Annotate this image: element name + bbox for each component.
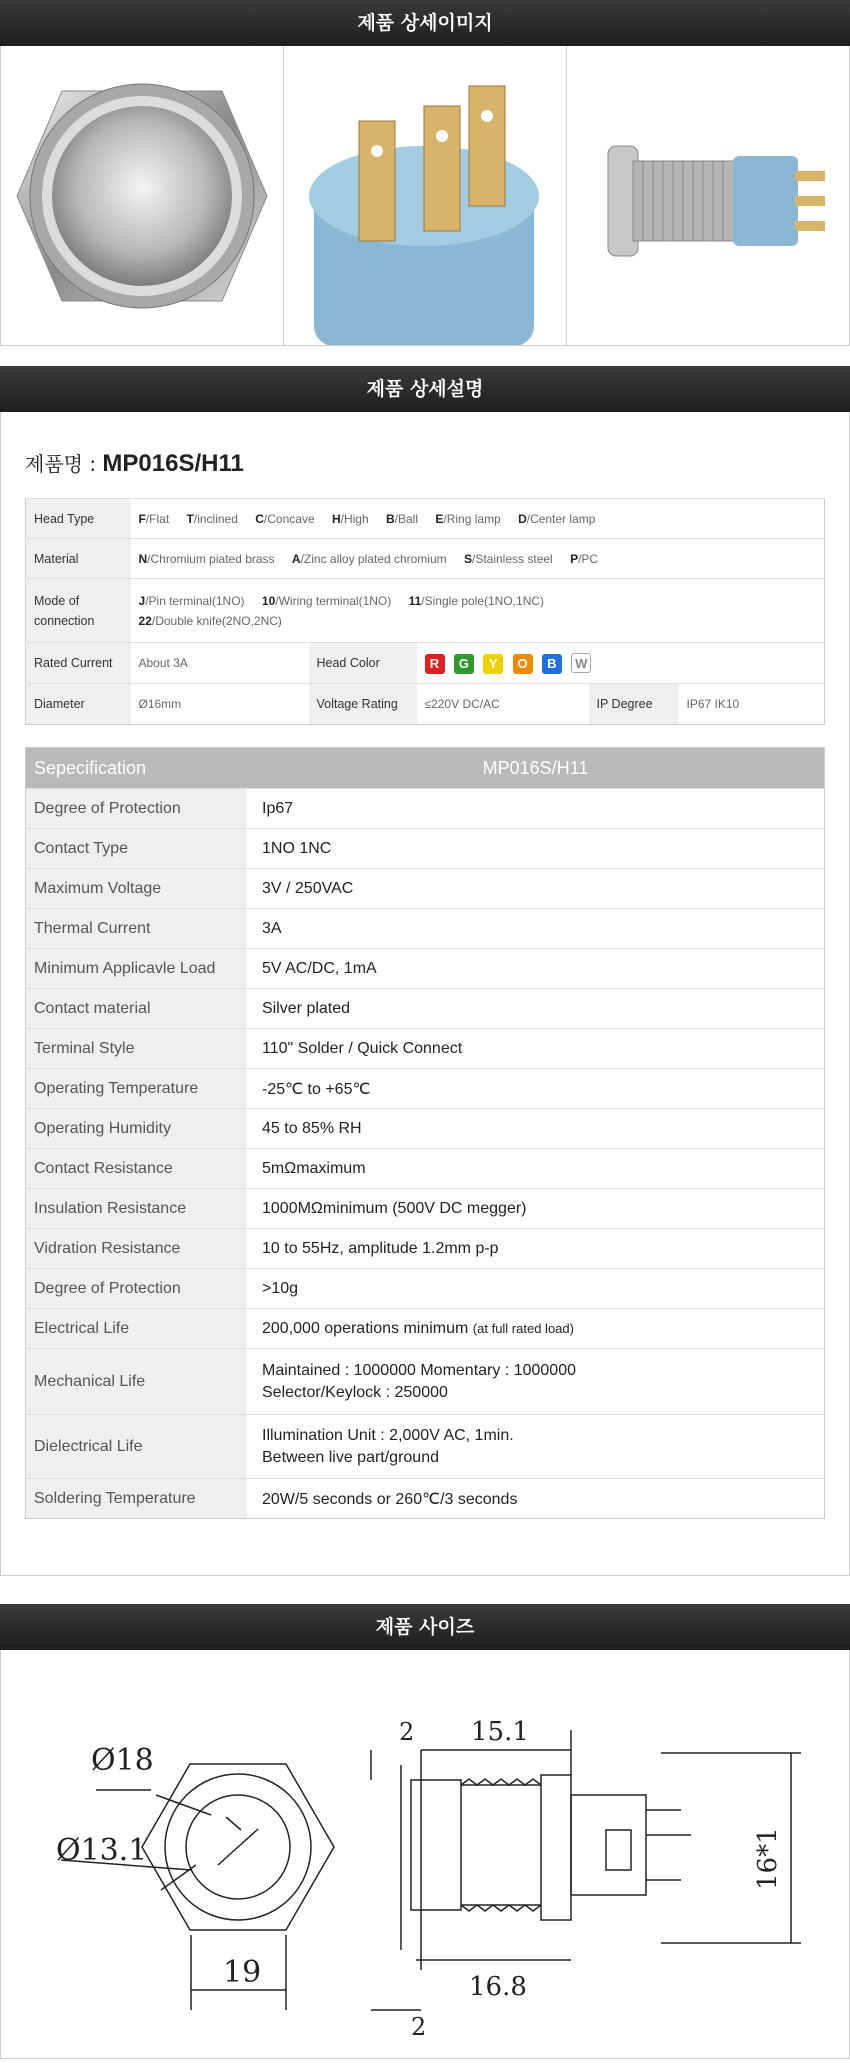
photo-side-view [567, 46, 849, 345]
spec-value: 5V AC/DC, 1mA [262, 959, 377, 977]
color-r-badge: R [425, 654, 445, 674]
connection-label: Mode of connection [26, 579, 131, 643]
spec-row [26, 1268, 824, 1308]
spec-value: Ip67 [262, 799, 294, 817]
spec-row [26, 1148, 824, 1188]
spec-key: Maximum Voltage [26, 869, 247, 908]
spec-header-right: MP016S/H11 [482, 758, 589, 778]
spec-key: Terminal Style [26, 1029, 247, 1068]
options-table [25, 498, 825, 725]
spec-key: Insulation Resistance [26, 1189, 247, 1228]
spec-value: 3V / 250VAC [262, 879, 354, 897]
spec-row [26, 788, 824, 828]
head-color-label: Head Color [309, 643, 417, 684]
rated-current-label: Rated Current [26, 643, 131, 684]
product-name-label: 제품명 : [25, 452, 97, 476]
voltage-rating-value: ≤220V DC/AC [417, 684, 589, 725]
thread-label: 16*1 [753, 1827, 783, 1890]
spec-key: Contact Resistance [26, 1149, 247, 1188]
spec-row [26, 1068, 824, 1108]
spec-row [26, 908, 824, 948]
spec-header-left: Sepecification [34, 758, 147, 778]
color-g-badge: G [454, 654, 474, 674]
spec-header [26, 748, 824, 788]
spec-row-dielectrical-life: Dielectrical Life Illumination Unit : 2,000V AC, 1min. Between live part/ground [26, 1414, 824, 1478]
head-thickness-top-label: 2 [399, 1718, 415, 1746]
inner-diameter-label: Ø13.1 [56, 1833, 148, 1868]
detail-panel [0, 412, 850, 1576]
spec-row [26, 1188, 824, 1228]
spec-row [26, 1228, 824, 1268]
head-thickness-bottom-label: 2 [411, 2013, 427, 2041]
spec-value: Silver plated [262, 999, 351, 1017]
product-name: MP016S/H11 [102, 450, 244, 477]
spec-value: 5mΩmaximum [262, 1159, 366, 1177]
head-type-label: Head Type [26, 499, 131, 539]
spec-row-electrical-life: Electrical Life 200,000 operations minimum (at full rated load) [26, 1308, 824, 1348]
spec-value: 1000MΩminimum (500V DC megger) [262, 1199, 527, 1217]
product-name-line [25, 412, 825, 498]
photo-terminal-view [284, 46, 567, 345]
total-length-label: 16.8 [469, 1972, 527, 2002]
spec-key: Operating Humidity [26, 1109, 247, 1148]
material-label: Material [26, 539, 131, 579]
spec-key: Degree of Protection [26, 789, 247, 828]
images-section-title: 제품 상세이미지 [0, 0, 850, 46]
spec-row [26, 1028, 824, 1068]
spec-value: 3A [262, 919, 282, 937]
rated-current-value: About 3A [131, 643, 309, 684]
diameter-label: Diameter [26, 684, 131, 725]
ip-degree-label: IP Degree [589, 684, 679, 725]
connection-values: J/Pin terminal(1NO) 10/Wiring terminal(1NO) 11/Single pole(1NO,1NC) 22/Double knife(2NO,2NC) [131, 579, 825, 643]
color-y-badge: Y [483, 654, 503, 674]
body-length-label: 15.1 [471, 1717, 529, 1747]
spec-value: 45 to 85% RH [262, 1119, 362, 1137]
spec-value: >10g [262, 1279, 299, 1297]
spec-row [26, 1108, 824, 1148]
spec-row [26, 988, 824, 1028]
spec-row-mechanical-life: Mechanical Life Maintained : 1000000 Momentary : 1000000 Selector/Keylock : 250000 [26, 1348, 824, 1414]
color-b-badge: B [542, 654, 562, 674]
spec-key: Operating Temperature [26, 1069, 247, 1108]
spec-key: Contact Type [26, 829, 247, 868]
width-label: 19 [223, 1955, 262, 1990]
diameter-value: Ø16mm [131, 684, 309, 725]
spec-value: -25℃ to +65℃ [262, 1080, 371, 1098]
head-color-swatches [417, 643, 825, 684]
detail-section-title: 제품 상세설명 [0, 366, 850, 412]
spec-key: Vidration Resistance [26, 1229, 247, 1268]
spec-row [26, 868, 824, 908]
spec-value: 10 to 55Hz, amplitude 1.2mm p-p [262, 1239, 499, 1257]
photo-front-view [1, 46, 284, 345]
product-photos [0, 46, 850, 346]
spec-value: 1NO 1NC [262, 839, 332, 857]
dimension-drawing [0, 1650, 850, 2059]
spec-key: Minimum Applicavle Load [26, 949, 247, 988]
spec-key: Contact material [26, 989, 247, 1028]
spec-row [26, 828, 824, 868]
head-type-values: F/Flat T/inclined C/Concave H/High B/Ball E/Ring lamp D/Center lamp [131, 499, 825, 539]
size-section-title: 제품 사이즈 [0, 1604, 850, 1650]
ip-degree-value: IP67 IK10 [679, 684, 825, 725]
color-o-badge: O [513, 654, 533, 674]
color-w-badge: W [571, 653, 591, 673]
outer-diameter-label: Ø18 [91, 1743, 154, 1778]
spec-key: Thermal Current [26, 909, 247, 948]
spec-row [26, 948, 824, 988]
spec-table [25, 747, 825, 1519]
material-values: N/Chromium piated brass A/Zinc alloy plated chromium S/Stainless steel P/PC [131, 539, 825, 579]
spec-value: 110" Solder / Quick Connect [262, 1039, 463, 1057]
voltage-rating-label: Voltage Rating [309, 684, 417, 725]
spec-row-soldering: Soldering Temperature 20W/5 seconds or 260℃/3 seconds [26, 1478, 824, 1518]
spec-key: Degree of Protection [26, 1269, 247, 1308]
